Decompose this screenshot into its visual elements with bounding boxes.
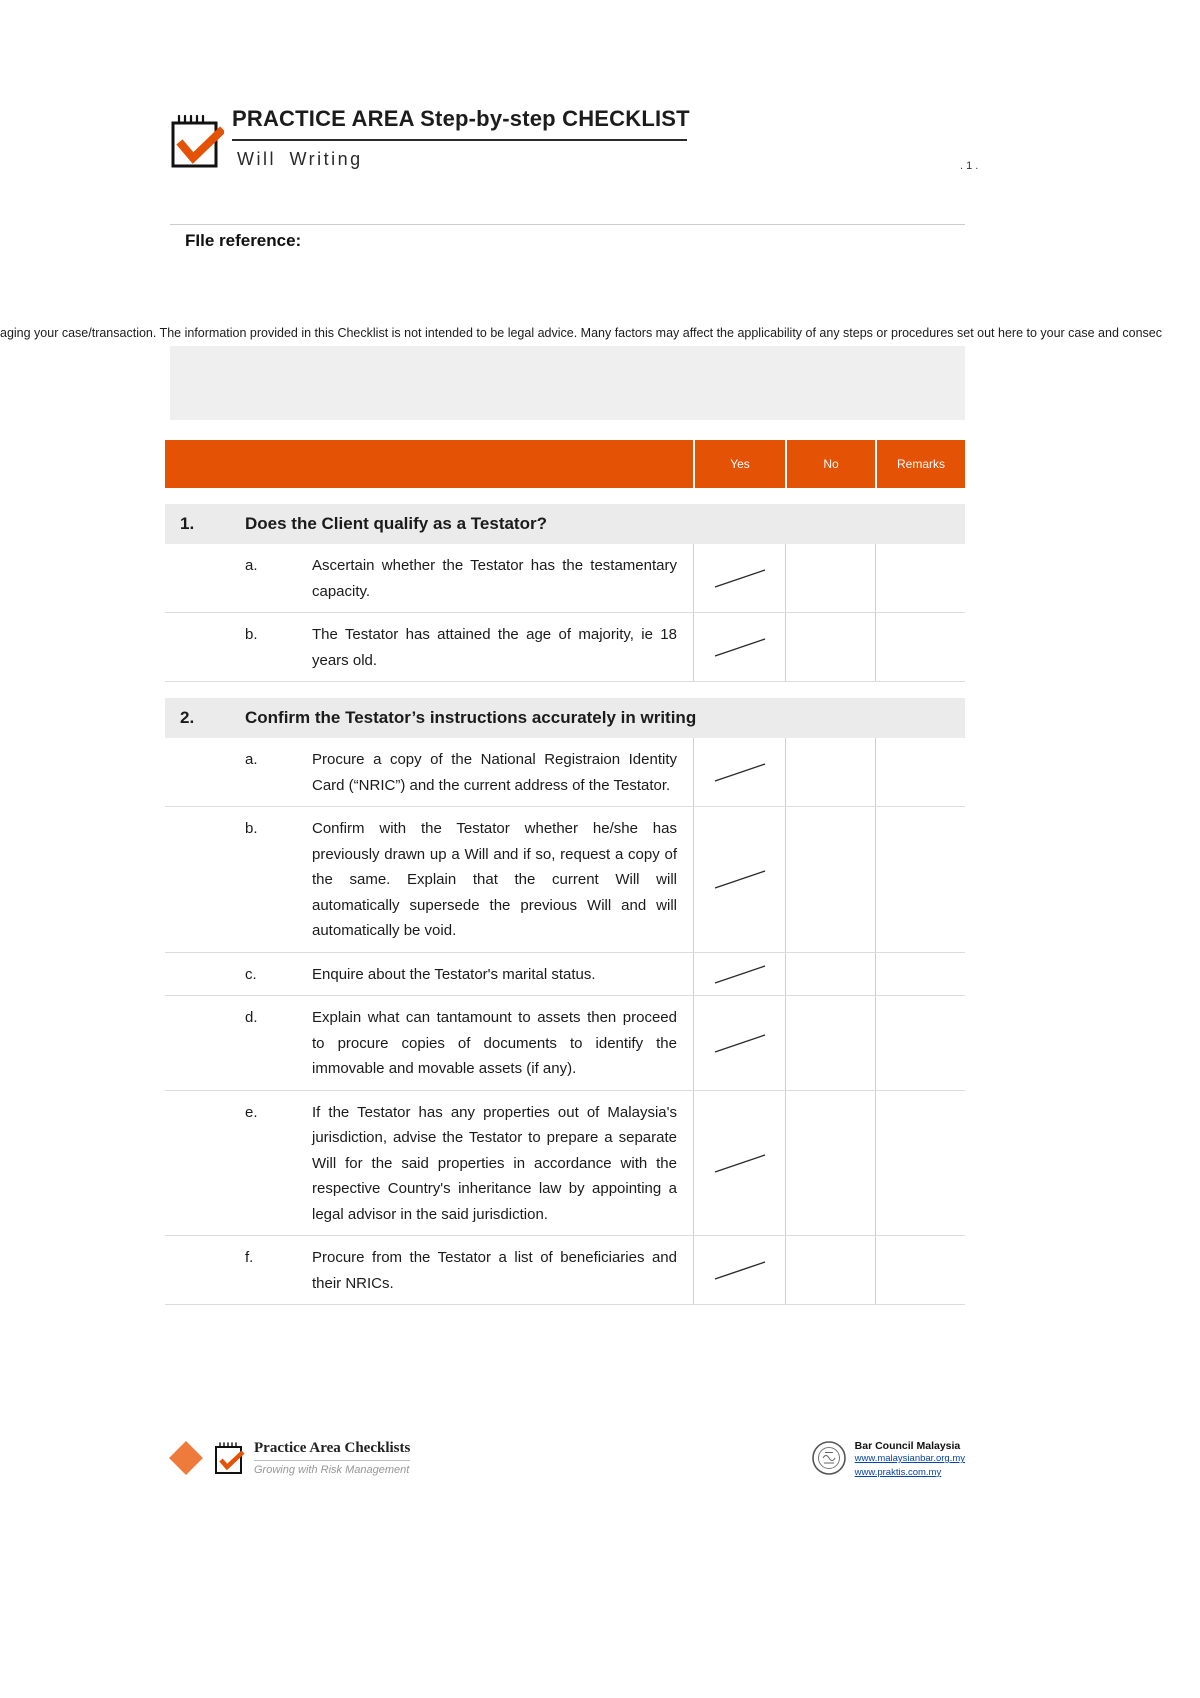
- checklist-row: [165, 996, 965, 1091]
- table-header-row: [165, 440, 965, 488]
- tick-mark-icon: [711, 1152, 769, 1174]
- yes-cell: [693, 953, 785, 996]
- diamond-icon: [169, 1441, 203, 1475]
- footer-tagline: Growing with Risk Management: [254, 1460, 410, 1476]
- footer-brand: Practice Area Checklists: [254, 1440, 411, 1456]
- document-subtitle: Will Writing: [237, 149, 363, 169]
- checklist-row: [165, 738, 965, 807]
- tick-mark-icon: [711, 1259, 769, 1281]
- remarks-cell: [875, 953, 965, 996]
- remarks-cell: [875, 1091, 965, 1236]
- header: [170, 106, 970, 170]
- no-cell: [785, 613, 875, 681]
- item-letter: a.: [245, 751, 258, 768]
- item-text: Ascertain whether the Testator has the testamentary capacity.: [312, 557, 677, 600]
- page-title: PRACTICE AREA Step-by-step CHECKLIST: [232, 106, 690, 131]
- no-cell: [785, 807, 875, 952]
- item-text: If the Testator has any properties out of Malaysia's jurisdiction, advise the Testator to prepare a separate Will for the said properties in accordance with the respective Country's inheritance law by appointing a legal advisor in the said jurisdiction.: [312, 1103, 677, 1223]
- yes-cell: [693, 807, 785, 952]
- column-header-remarks: Remarks: [875, 440, 965, 488]
- no-cell: [785, 738, 875, 806]
- remarks-cell: [875, 544, 965, 612]
- no-cell: [785, 953, 875, 996]
- item-letter: e.: [245, 1103, 258, 1121]
- item-letter: d.: [245, 1009, 258, 1026]
- file-reference-section: [170, 224, 965, 251]
- yes-cell: [693, 613, 785, 681]
- footer-link[interactable]: www.malaysianbar.org.my: [854, 1453, 965, 1464]
- remarks-cell: [875, 807, 965, 952]
- seal-icon: [811, 1440, 847, 1476]
- title-rule: [232, 139, 687, 141]
- item-letter: a.: [245, 557, 258, 574]
- tick-mark-icon: [711, 1032, 769, 1054]
- checklist-row: [165, 1236, 965, 1305]
- checklist-logo-icon: [170, 112, 224, 170]
- footer: [170, 1440, 965, 1480]
- file-reference-label: FIle reference:: [185, 231, 302, 250]
- section-header-2: [165, 698, 965, 738]
- item-text: Enquire about the Testator's marital status.: [312, 965, 596, 983]
- checklist-row: [165, 613, 965, 682]
- footer-org: Bar Council Malaysia: [854, 1440, 961, 1452]
- yes-cell: [693, 1091, 785, 1236]
- checklist-row: [165, 807, 965, 953]
- no-cell: [785, 1236, 875, 1304]
- page-number: . 1 .: [960, 160, 979, 172]
- footer-checklist-icon: [214, 1440, 246, 1476]
- item-letter: b.: [245, 820, 258, 837]
- item-text: The Testator has attained the age of majority, ie 18 years old.: [312, 626, 677, 669]
- yes-cell: [693, 996, 785, 1090]
- notes-box: [170, 346, 965, 420]
- tick-mark-icon: [711, 868, 769, 890]
- checklist-row: [165, 953, 965, 997]
- item-letter: f.: [245, 1249, 254, 1266]
- section-title: Confirm the Testator’s instructions accurately in writing: [245, 708, 697, 727]
- tick-mark-icon: [711, 567, 769, 589]
- column-header-task: [165, 440, 693, 488]
- yes-cell: [693, 544, 785, 612]
- tick-mark-icon: [711, 636, 769, 658]
- item-text: Procure a copy of the National Registraion Identity Card (“NRIC”) and the current address of the Testator.: [312, 751, 677, 794]
- remarks-cell: [875, 996, 965, 1090]
- remarks-cell: [875, 613, 965, 681]
- column-header-no: No: [785, 440, 875, 488]
- column-header-yes: Yes: [693, 440, 785, 488]
- yes-cell: [693, 1236, 785, 1304]
- item-letter: c.: [245, 965, 257, 983]
- section-title: Does the Client qualify as a Testator?: [245, 514, 547, 533]
- checklist-row: [165, 1091, 965, 1237]
- no-cell: [785, 996, 875, 1090]
- tick-mark-icon: [711, 761, 769, 783]
- disclaimer-text: aging your case/transaction. The information provided in this Checklist is not intended to be legal advice. Many factors may affect the applicability of any steps or procedures set out here to your case and consec: [0, 326, 1162, 340]
- remarks-cell: [875, 1236, 965, 1304]
- item-text: Explain what can tantamount to assets then proceed to procure copies of documents to identify the immovable and movable assets (if any).: [312, 1009, 677, 1077]
- section-number: 1.: [180, 514, 195, 533]
- yes-cell: [693, 738, 785, 806]
- no-cell: [785, 544, 875, 612]
- checklist-table: [165, 440, 965, 1305]
- remarks-cell: [875, 738, 965, 806]
- item-letter: b.: [245, 626, 258, 643]
- footer-link[interactable]: www.praktis.com.my: [854, 1466, 942, 1478]
- item-text: Procure from the Testator a list of beneficiaries and their NRICs.: [312, 1249, 677, 1292]
- section-number: 2.: [180, 708, 195, 727]
- section-header-1: [165, 504, 965, 544]
- no-cell: [785, 1091, 875, 1236]
- tick-mark-icon: [711, 963, 769, 985]
- item-text: Confirm with the Testator whether he/she has previously drawn up a Will and if so, request a copy of the same. Explain that the current Will will automatically supersede the previous Will and will automatically be void.: [312, 820, 677, 939]
- checklist-row: [165, 544, 965, 613]
